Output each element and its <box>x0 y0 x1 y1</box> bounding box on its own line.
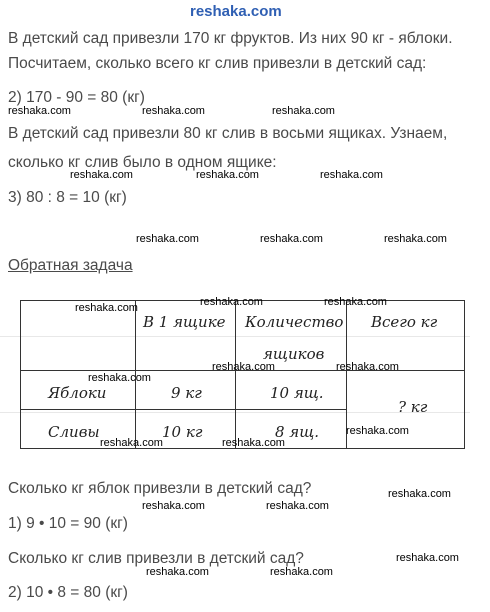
watermark: reshaka.com <box>142 500 205 512</box>
watermark: reshaka.com <box>260 233 323 245</box>
watermark: reshaka.com <box>324 296 387 308</box>
watermark: reshaka.com <box>384 233 447 245</box>
row-plums-per-box: 10 кг <box>162 423 203 441</box>
text-line-4: сколько кг слив было в одном ящике: <box>8 154 277 171</box>
question-2: Сколько кг слив привезли в детский сад? <box>8 550 304 567</box>
watermark: reshaka.com <box>266 500 329 512</box>
watermark: reshaka.com <box>346 425 409 437</box>
inverse-task-heading: Обратная задача <box>8 257 133 274</box>
row-apples-label: Яблоки <box>48 384 107 402</box>
header-total: Всего кг <box>371 313 438 331</box>
watermark: reshaka.com <box>8 105 71 117</box>
header-box-count: Количество <box>245 313 344 331</box>
watermark: reshaka.com <box>212 361 275 373</box>
row-apples-per-box: 9 кг <box>171 384 202 402</box>
watermark: reshaka.com <box>100 437 163 449</box>
watermark: reshaka.com <box>88 372 151 384</box>
watermark: reshaka.com <box>396 552 459 564</box>
watermark: reshaka.com <box>200 296 263 308</box>
watermark: reshaka.com <box>70 169 133 181</box>
watermark: reshaka.com <box>336 361 399 373</box>
watermark-top: reshaka.com <box>190 3 282 20</box>
watermark: reshaka.com <box>196 169 259 181</box>
equation-1: 2) 170 - 90 = 80 (кг) <box>8 89 145 106</box>
text-line-1: В детский сад привезли 170 кг фруктов. Из них 90 кг - яблоки. <box>8 30 453 47</box>
watermark: reshaka.com <box>136 233 199 245</box>
watermark: reshaka.com <box>320 169 383 181</box>
answer-2: 2) 10 • 8 = 80 (кг) <box>8 584 128 601</box>
watermark: reshaka.com <box>388 488 451 500</box>
question-1: Сколько кг яблок привезли в детский сад? <box>8 480 312 497</box>
equation-2: 3) 80 : 8 = 10 (кг) <box>8 189 127 206</box>
watermark: reshaka.com <box>272 105 335 117</box>
watermark: reshaka.com <box>146 566 209 578</box>
row-plums-label: Сливы <box>48 423 100 441</box>
row-plums-boxes: 8 ящ. <box>275 423 320 441</box>
watermark: reshaka.com <box>270 566 333 578</box>
row-apples-boxes: 10 ящ. <box>270 384 324 402</box>
watermark: reshaka.com <box>142 105 205 117</box>
watermark: reshaka.com <box>75 302 138 314</box>
text-line-2: Посчитаем, сколько всего кг слив привезли в детский сад: <box>8 55 427 72</box>
total-unknown: ? кг <box>398 398 428 416</box>
answer-1: 1) 9 • 10 = 90 (кг) <box>8 515 128 532</box>
header-per-box: В 1 ящике <box>143 313 226 331</box>
header-box-count-2: ящиков <box>263 345 325 363</box>
text-line-3: В детский сад привезли 80 кг слив в восьми ящиках. Узнаем, <box>8 125 448 142</box>
watermark: reshaka.com <box>222 437 285 449</box>
